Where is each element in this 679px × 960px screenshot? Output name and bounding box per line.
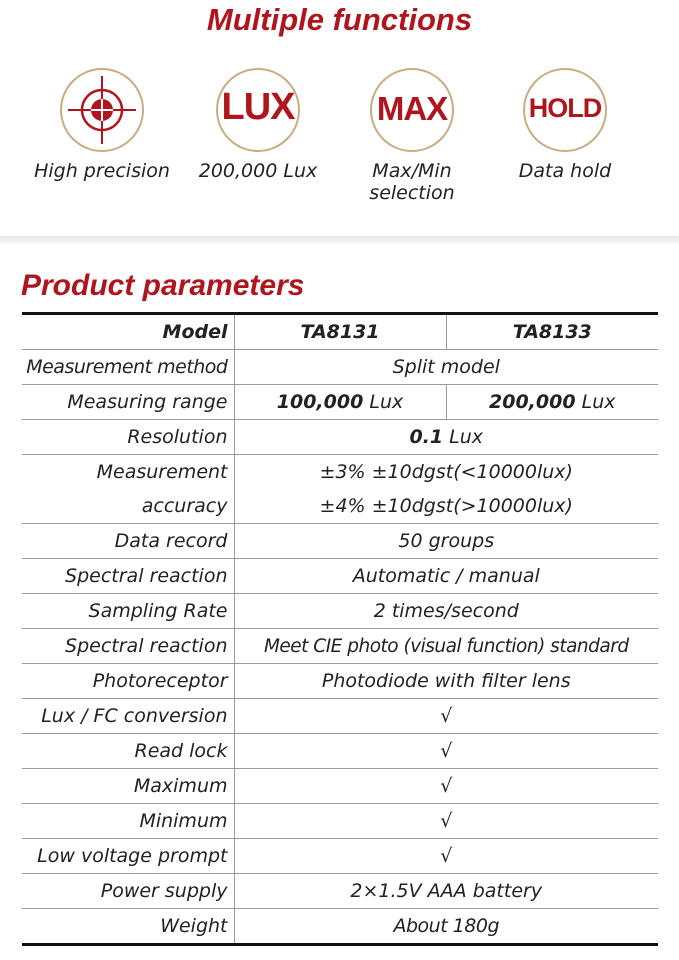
check-mark: √ — [234, 769, 658, 804]
row-label: Maximum — [22, 769, 234, 804]
max-icon: MAX — [370, 68, 454, 152]
table-row — [22, 489, 658, 524]
feature-label: 200,000 Lux — [198, 160, 318, 182]
resolution-unit: Lux — [443, 426, 484, 448]
feature-label: High precision — [34, 160, 170, 182]
table-row — [22, 734, 658, 769]
table-row — [22, 804, 658, 839]
row-label: Spectral reaction — [22, 559, 234, 594]
feature-icons-row — [0, 68, 679, 218]
check-mark: √ — [234, 699, 658, 734]
row-value: Automatic / manual — [234, 559, 658, 594]
row-value: ±4% ±10dgst(>10000lux) — [234, 489, 658, 524]
parameters-table — [22, 312, 658, 946]
row-value: 2×1.5V AAA battery — [234, 874, 658, 909]
range-unit: Lux — [363, 391, 404, 413]
row-label: Spectral reaction — [22, 629, 234, 664]
row-label: Sampling Rate — [22, 594, 234, 629]
feature-high-precision — [22, 68, 182, 182]
lux-icon: LUX — [216, 68, 300, 152]
table-row — [22, 455, 658, 490]
table-header-label: Model — [22, 314, 234, 350]
row-label: Lux / FC conversion — [22, 699, 234, 734]
row-value-ta8133 — [446, 385, 658, 420]
row-value: Photodiode with filter lens — [234, 664, 658, 699]
row-label: Weight — [22, 909, 234, 945]
row-value: 50 groups — [234, 524, 658, 559]
section-title-parameters: Product parameters — [21, 269, 305, 302]
row-label: Measurement — [22, 455, 234, 490]
feature-label: Data hold — [518, 160, 612, 182]
feature-lux — [178, 68, 338, 182]
feature-label: Max/Min selection — [369, 160, 455, 204]
model-ta8133: TA8133 — [446, 314, 658, 350]
row-value: 2 times/second — [234, 594, 658, 629]
table-row — [22, 664, 658, 699]
hold-icon: HOLD — [523, 68, 607, 152]
row-label: Power supply — [22, 874, 234, 909]
table-row — [22, 874, 658, 909]
row-label: Read lock — [22, 734, 234, 769]
table-row — [22, 629, 658, 664]
table-row — [22, 769, 658, 804]
row-label: Minimum — [22, 804, 234, 839]
row-label: Photoreceptor — [22, 664, 234, 699]
row-value-ta8131 — [234, 385, 446, 420]
model-ta8131: TA8131 — [234, 314, 446, 350]
range-value: 200,000 — [489, 391, 576, 413]
row-label: Resolution — [22, 420, 234, 455]
table-row — [22, 909, 658, 945]
row-label: Measurement method — [22, 350, 234, 385]
table-row — [22, 594, 658, 629]
section-title-functions: Multiple functions — [206, 2, 473, 37]
check-mark: √ — [234, 804, 658, 839]
check-mark: √ — [234, 839, 658, 874]
section-divider — [0, 236, 679, 246]
resolution-value: 0.1 — [409, 426, 444, 448]
table-row — [22, 839, 658, 874]
row-label: Measuring range — [22, 385, 234, 420]
row-value — [234, 420, 658, 455]
range-value: 100,000 — [276, 391, 364, 413]
check-mark: √ — [234, 734, 658, 769]
table-row — [22, 699, 658, 734]
table-header-row — [22, 314, 658, 350]
row-label: Low voltage prompt — [22, 839, 234, 874]
feature-data-hold — [485, 68, 645, 182]
row-label: Data record — [22, 524, 234, 559]
table-row — [22, 559, 658, 594]
row-value: Split model — [234, 350, 658, 385]
crosshair-target-icon — [60, 68, 144, 152]
row-value: Meet CIE photo (visual function) standard — [234, 629, 658, 664]
row-value: About 180g — [393, 915, 500, 937]
row-label: accuracy — [22, 489, 234, 524]
table-row — [22, 350, 658, 385]
row-value: ±3% ±10dgst(<10000lux) — [319, 461, 573, 483]
range-unit: Lux — [575, 391, 616, 413]
table-row — [22, 420, 658, 455]
feature-max-min — [332, 68, 492, 204]
table-row — [22, 385, 658, 420]
table-row — [22, 524, 658, 559]
